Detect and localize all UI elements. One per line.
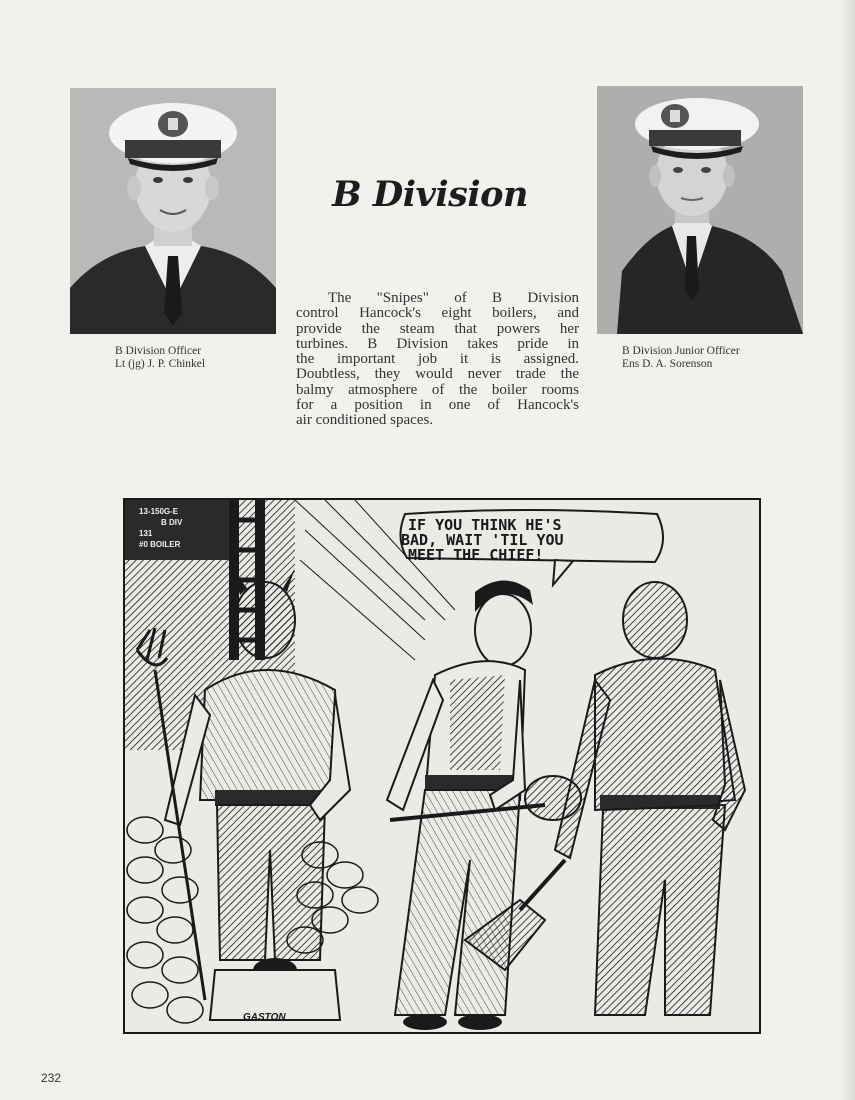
officer-photo-right <box>597 86 803 334</box>
boiler-sign-line2: B DIV <box>161 518 183 527</box>
body-line: The "Snipes" of B Division <box>328 290 579 306</box>
caption-right-role: B Division Junior Officer <box>622 345 740 357</box>
officer-caption-right <box>622 345 740 370</box>
page-number: 232 <box>41 1071 62 1085</box>
page-title: B Division <box>332 174 528 215</box>
body-line: for a position in one of Hancock's <box>296 397 579 414</box>
caption-left-name: Lt (jg) J. P. Chinkel <box>115 357 206 370</box>
officer-photo-left <box>70 88 276 334</box>
body-line: the important job it is assigned. <box>296 351 579 368</box>
boiler-sign-line3: 131 <box>139 529 153 538</box>
body-line: Doubtless, they would never trade the <box>296 366 579 383</box>
body-line: balmy atmosphere of the boiler rooms <box>296 381 579 398</box>
boiler-sign-line1: 13-150G-E <box>139 507 179 516</box>
speech-bubble-line3: MEET THE CHIEF! <box>408 546 544 564</box>
officer-caption-left <box>115 345 205 370</box>
body-line: control Hancock's eight boilers, and <box>296 305 579 322</box>
cartoon-illustration <box>123 498 761 1034</box>
body-line: air conditioned spaces. <box>296 412 434 429</box>
caption-left-role: B Division Officer <box>115 345 202 357</box>
speech-bubble-line1: IF YOU THINK HE'S <box>408 516 562 534</box>
artist-signature: GASTON <box>243 1012 286 1023</box>
boiler-sign-line4: #0 BOILER <box>139 540 181 549</box>
body-line: turbines. B Division takes pride in <box>296 335 579 352</box>
speech-bubble-line2: BAD, WAIT 'TIL YOU <box>401 531 564 549</box>
page-edge-shadow <box>841 0 855 1100</box>
body-paragraph <box>296 291 579 429</box>
body-line: provide the steam that powers her <box>296 320 579 337</box>
caption-right-name: Ens D. A. Sorenson <box>622 357 713 370</box>
